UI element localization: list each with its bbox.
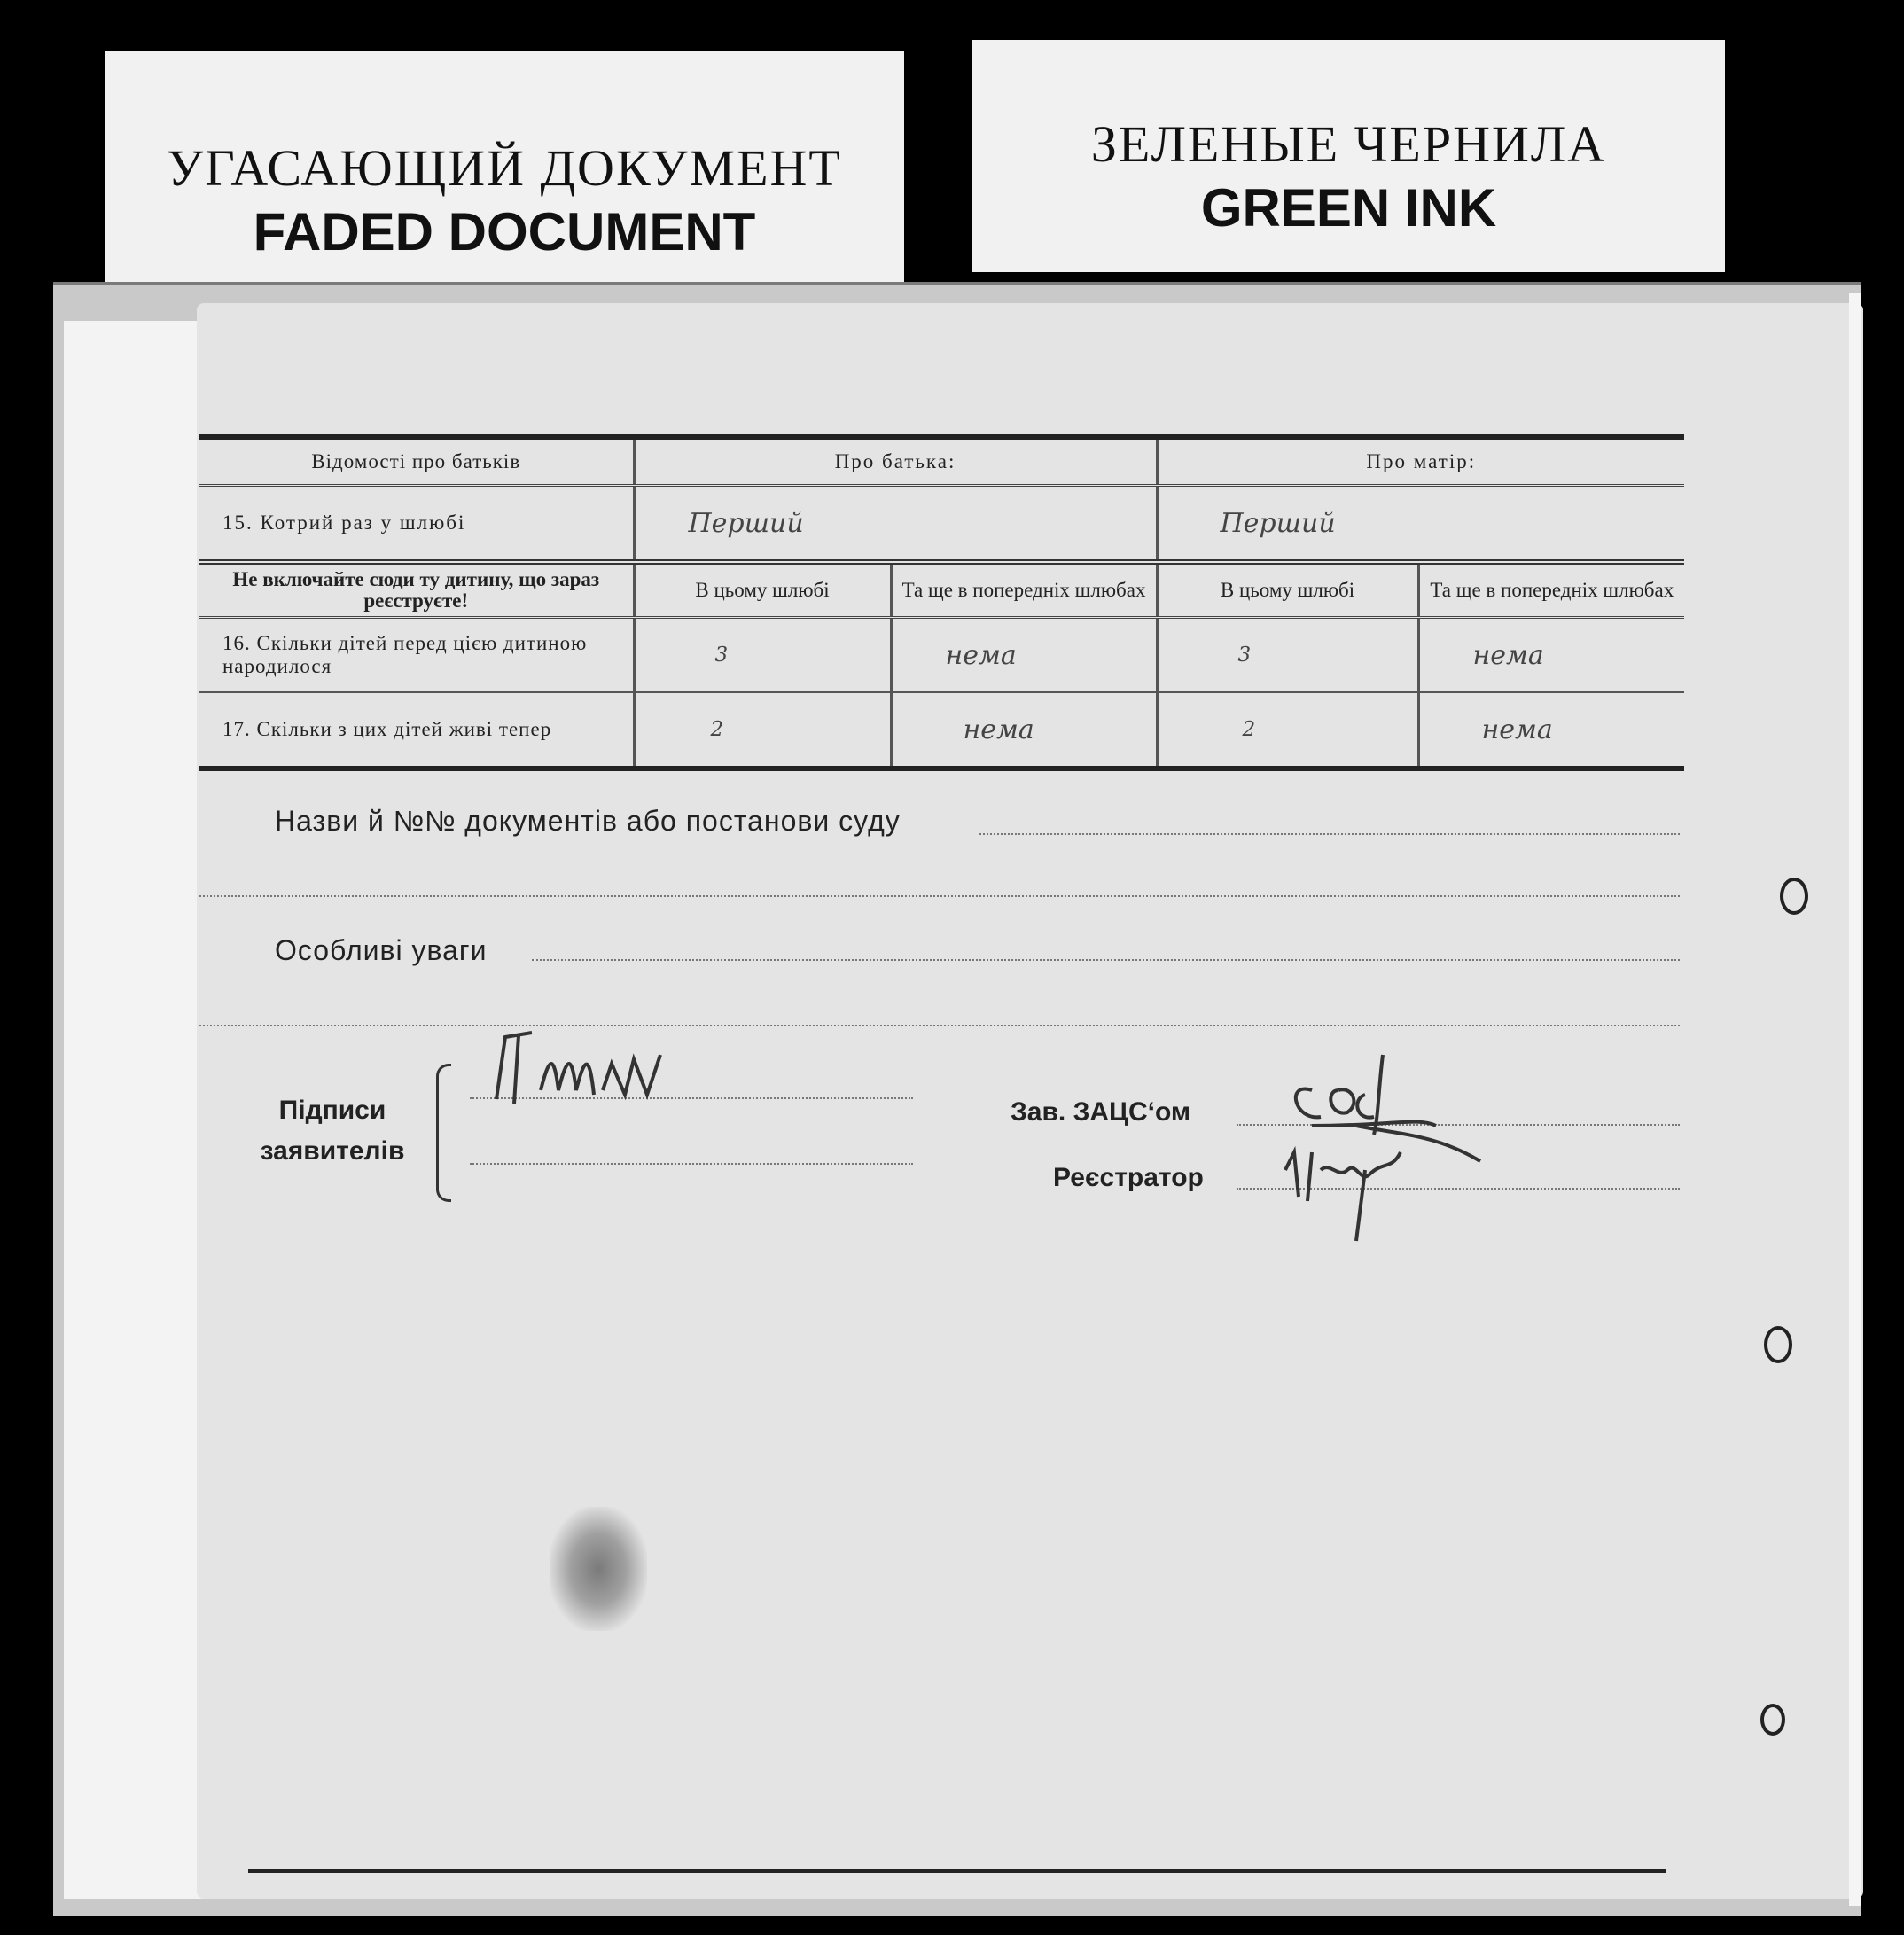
documents-field-label: Назви й №№ документів або постанови суду	[275, 805, 901, 837]
row17-father-this: 2	[634, 692, 891, 769]
subheader-mother-prev: Та ще в попередніх шлюбах	[1418, 562, 1684, 618]
remarks-line	[532, 959, 1680, 961]
subheader-mother-this: В цьому шлюбі	[1157, 562, 1418, 618]
table-header-row	[199, 437, 1684, 486]
punch-hole-1	[1780, 878, 1808, 915]
parents-info-table	[199, 434, 1684, 771]
row16-mother-this: 3	[1157, 618, 1418, 693]
row16-label: 16. Скільки дітей перед цією дитиною народилося	[199, 618, 634, 693]
table-subheader-row	[199, 562, 1684, 618]
green-label-ru: ЗЕЛЕНЫЕ ЧЕРНИЛА	[1090, 115, 1607, 173]
head-signature-label: Зав. ЗАЦС‘ом	[1011, 1097, 1191, 1127]
subheader-father-prev: Та ще в попередніх шлюбах	[891, 562, 1157, 618]
punch-hole-2	[1764, 1326, 1792, 1363]
row15-father: Перший	[634, 486, 1157, 563]
remarks-field-label: Особливі уваги	[275, 934, 488, 966]
documents-line	[979, 833, 1680, 835]
row16-father-prev: нема	[891, 618, 1157, 693]
page-edge-right	[1849, 293, 1861, 1906]
row17-label: 17. Скільки з цих дітей живі тепер	[199, 692, 634, 769]
header-parents-info: Відомості про батьків	[199, 437, 634, 486]
faded-document-label	[105, 51, 904, 284]
signature-brace	[436, 1064, 451, 1202]
table-row-17	[199, 692, 1684, 769]
applicant-signature-line-2	[470, 1163, 913, 1165]
row15-mother: Перший	[1157, 486, 1684, 563]
table-row-16	[199, 618, 1684, 693]
header-father: Про батька:	[634, 437, 1157, 486]
documents-line-2	[199, 895, 1680, 897]
header-mother: Про матір:	[1157, 437, 1684, 486]
row16-father-this: 3	[634, 618, 891, 693]
applicants-signature-label: Підписи заявителів	[260, 1096, 405, 1166]
faded-label-en: FADED DOCUMENT	[253, 202, 756, 261]
table-row-15	[199, 486, 1684, 563]
subheader-father-this: В цьому шлюбі	[634, 562, 891, 618]
row17-mother-prev: нема	[1418, 692, 1684, 769]
ink-smudge	[550, 1507, 647, 1631]
bottom-rule	[248, 1869, 1666, 1873]
applicant-signature	[470, 1019, 709, 1117]
faded-label-ru: УГАСАЮЩИЙ ДОКУМЕНТ	[167, 139, 842, 197]
remarks-line-2	[199, 1025, 1680, 1026]
green-ink-label	[972, 40, 1725, 272]
row17-father-prev: нема	[891, 692, 1157, 769]
row17-mother-this: 2	[1157, 692, 1418, 769]
subheader-note: Не включайте сюди ту дитину, що зараз реєструєте!	[199, 562, 634, 618]
row15-label: 15. Котрий раз у шлюбі	[199, 486, 634, 563]
green-label-en: GREEN INK	[1200, 178, 1497, 238]
punch-hole-3	[1760, 1704, 1785, 1736]
official-signatures	[1259, 1037, 1507, 1250]
registrar-signature-label: Реєстратор	[1053, 1163, 1204, 1192]
row16-mother-prev: нема	[1418, 618, 1684, 693]
